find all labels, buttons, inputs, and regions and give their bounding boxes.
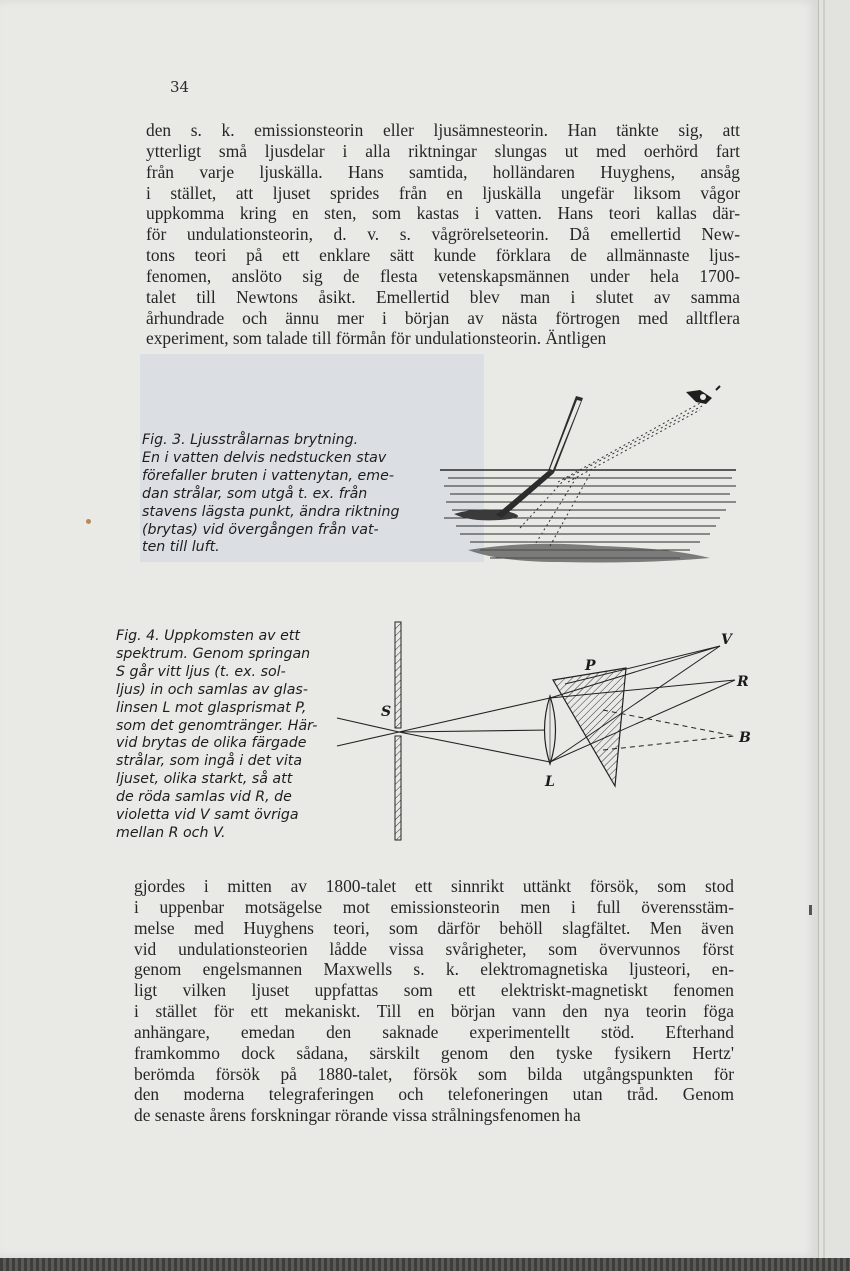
label-B: B: [739, 730, 751, 746]
figure-3-caption-line: förefaller bruten i vattenytan, eme-: [142, 467, 394, 484]
paragraph-1-line: fenomen, anslöto sig de flesta vetenskapsmännen under hela 1700-: [146, 265, 740, 286]
paragraph-2-line: gjordes i mitten av 1800-talet ett sinnrikt uttänkt försök, som stod: [134, 876, 734, 896]
figure-3-caption-line: (brytas) vid övergången från vat-: [142, 521, 379, 538]
next-page-edge: [818, 0, 850, 1258]
stick: [496, 396, 583, 518]
label-V: V: [721, 632, 732, 648]
seabed: [468, 544, 710, 563]
label-L: L: [545, 774, 555, 790]
scan-bottom-edge: [0, 1258, 850, 1271]
paragraph-1-line: den s. k. emissionsteorin eller ljusämnesteorin. Han tänkte sig, att: [146, 120, 740, 140]
paragraph-2-line: berömda försök på 1880-talet, försök som bilda utgångspunkten för: [134, 1063, 734, 1084]
figure-3-refraction-illustration: [440, 378, 740, 573]
figure-3-caption-line: ten till luft.: [142, 539, 220, 556]
figure-4-caption-line: strålar, som ingå i det vita: [116, 753, 303, 770]
paragraph-1-line: för undulationsteorin, d. v. s. vågrörelseteorin. Då emellertid New-: [146, 224, 740, 245]
paragraph-2-line: i uppenbar motsägelse mot emissionsteorin men i full överensstäm-: [134, 896, 734, 917]
paragraph-2-line: den moderna telegraferingen och telefoneringen utan tråd. Genom: [134, 1084, 734, 1105]
paragraph-2-line: framkommo dock sådana, särskilt genom den tyske fysikern Hertz': [134, 1042, 734, 1063]
figure-4-caption-line: ljuset, olika starkt, så att: [116, 771, 293, 788]
slit-screen-upper: [395, 622, 401, 728]
figure-3-caption-line: dan strålar, som utgå t. ex. från: [142, 485, 368, 502]
paragraph-1-line: experiment, som talade till förmån för undulationsteorin. Äntligen: [146, 328, 607, 349]
figure-4-caption-line: spektrum. Genom springan: [116, 645, 311, 662]
figure-4-caption-line: de röda samlas vid R, de: [116, 789, 292, 806]
figure-4-caption-line: Fig. 4. Uppkomsten av ett: [116, 628, 300, 644]
paragraph-2-line: vid undulationsteorien lådde vissa svårigheter, som övervunnos först: [134, 938, 734, 959]
body-paragraph-2: [134, 876, 734, 1126]
margin-spot: [86, 519, 91, 524]
incoming-rays: [337, 698, 550, 762]
page-number: 34: [170, 78, 190, 96]
paragraph-1-line: tons teori på ett enklare sätt kunde förklara de allmännaste ljus-: [146, 245, 740, 266]
paragraph-2-line: i stället för ett mekaniskt. Till en början vann den nya teorin föga: [134, 1001, 734, 1022]
figure-4-caption-line: ljus) in och samlas av glas-: [116, 681, 308, 698]
paragraph-1-line: talet till Newtons åsikt. Emellertid blev man i slutet av samma: [146, 286, 740, 307]
label-S: S: [381, 704, 392, 720]
paragraph-2-line: genom engelsmannen Maxwells s. k. elektromagnetiska ljusteori, en-: [134, 959, 734, 980]
paragraph-1-line: i stället, att ljuset sprides från en ljuskälla ungefär liksom vågor: [146, 182, 740, 203]
figure-4-caption-line: S går vitt ljus (t. ex. sol-: [116, 663, 286, 680]
figure-3-caption-line: En i vatten delvis nedstucken stav: [142, 449, 387, 466]
paragraph-1-line: ytterligt små ljusdelar i alla riktningar slungas ut med oerhörd fart: [146, 140, 740, 161]
slit-screen-lower: [395, 736, 401, 840]
paragraph-1-line: århundrade och ännu mer i början av nästa förtrogen med alltflera: [146, 307, 740, 328]
paragraph-2-line: de senaste årens forskningar rörande vissa strålningsfenomen ha: [134, 1105, 581, 1126]
body-paragraph-1: [146, 120, 740, 349]
eye-icon: [686, 386, 720, 404]
figure-3-caption-line: Fig. 3. Ljusstrålarnas brytning.: [142, 432, 359, 448]
figure-4-spectrum-diagram: [335, 618, 765, 843]
figure-4-caption-line: mellan R och V.: [116, 824, 226, 841]
margin-mark: [809, 905, 812, 915]
paragraph-2-line: anhängare, emedan den saknade experimentellt stöd. Efterhand: [134, 1021, 734, 1042]
paragraph-1-line: från varje ljuskälla. Hans samtida, holländaren Huyghens, ansåg: [146, 161, 740, 182]
label-P: P: [585, 658, 596, 674]
figure-4-caption-line: violetta vid V samt övriga: [116, 807, 299, 824]
figure-3-caption: [142, 432, 399, 557]
figure-4-caption-line: vid brytas de olika färgade: [116, 735, 307, 752]
figure-4-caption: [116, 628, 317, 843]
paragraph-1-line: uppkomma kring en sten, som kastas i vatten. Hans teori kallas där-: [146, 203, 740, 224]
paragraph-2-line: melse med Huyghens teori, som därför behöll slagfältet. Men även: [134, 917, 734, 938]
figure-3-caption-line: stavens lägsta punkt, ändra riktning: [142, 503, 400, 520]
paragraph-2-line: ligt vilken ljuset uppfattas som ett elektriskt-magnetiskt fenomen: [134, 980, 734, 1001]
label-R: R: [737, 674, 749, 690]
figure-4-caption-line: som det genomtränger. Här-: [116, 717, 318, 734]
figure-4-caption-line: linsen L mot glasprismat P,: [116, 699, 307, 716]
